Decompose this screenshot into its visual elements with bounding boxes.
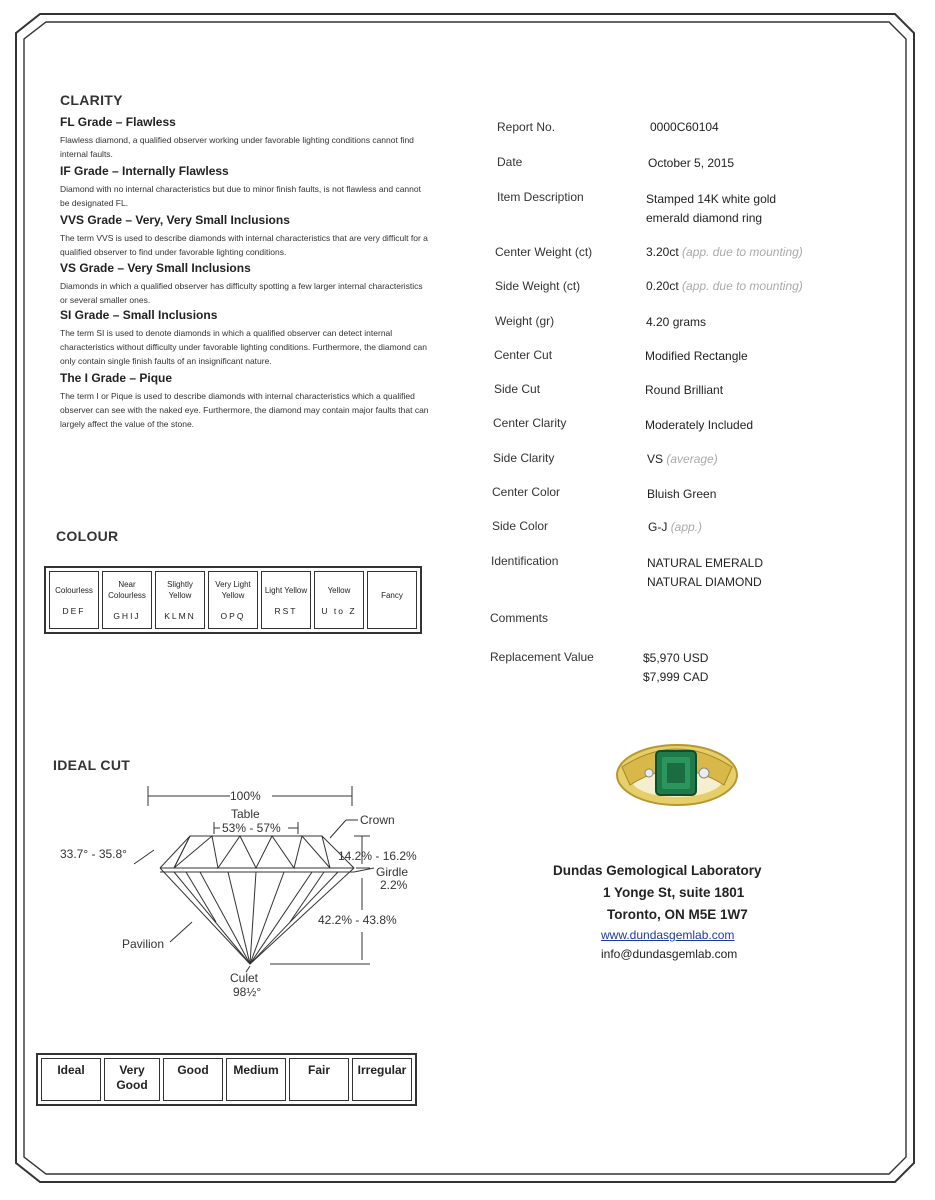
report-value: Round Brilliant xyxy=(645,383,724,397)
lab-info xyxy=(553,860,813,926)
colour-cell: Colourless DEF xyxy=(49,571,99,629)
report-value: G-J (app.) xyxy=(648,520,703,534)
crown-label: Crown xyxy=(360,813,395,827)
colour-cell: Very Light Yellow OPQ xyxy=(208,571,258,629)
clarity-grade-desc: Diamonds in which a qualified observer has difficulty spotting a few larger internal characteristics or several smaller ones. xyxy=(60,281,423,305)
clarity-grade-desc: The term VVS is used to describe diamonds with internal characteristics that are very difficult for a qualified observer to find under favorable lighting conditions. xyxy=(60,233,428,257)
cut-grade-cell: Medium xyxy=(226,1058,286,1101)
cut-grade-cell: Very Good xyxy=(104,1058,160,1101)
lab-address-line2: Toronto, ON M5E 1W7 xyxy=(607,907,748,922)
ideal-cut-diagram xyxy=(40,772,440,1002)
lab-website-link[interactable]: www.dundasgemlab.com xyxy=(601,928,735,942)
report-value: Moderately Included xyxy=(645,418,754,432)
clarity-grade-title: VVS Grade – Very, Very Small Inclusions xyxy=(60,213,290,227)
cut-grade-cell: Good xyxy=(163,1058,223,1101)
culet-label: Culet xyxy=(230,971,259,985)
lab-email: info@dundasgemlab.com xyxy=(601,947,738,961)
pavilion-label: Pavilion xyxy=(122,937,165,951)
report-value: NATURAL EMERALD NATURAL DIAMOND xyxy=(647,556,764,589)
report-value: VS (average) xyxy=(647,452,718,466)
colour-heading: COLOUR xyxy=(56,528,119,544)
cut-grade-cell: Fair xyxy=(289,1058,349,1101)
report-label: Side Cut xyxy=(494,382,541,396)
ideal-cut-heading: IDEAL CUT xyxy=(53,757,131,773)
report-label: Center Clarity xyxy=(493,416,567,430)
clarity-heading: CLARITY xyxy=(60,92,123,108)
table-range-label: 53% - 57% xyxy=(222,821,281,835)
cut-grade-table xyxy=(36,1053,417,1106)
cut-grade-cell: Irregular xyxy=(352,1058,412,1101)
clarity-grade-title: SI Grade – Small Inclusions xyxy=(60,308,218,322)
colour-cell: Yellow U to Z xyxy=(314,571,364,629)
report-label: Side Clarity xyxy=(493,451,555,465)
crown-height-label: 14.2% - 16.2% xyxy=(338,849,417,863)
report-value: Stamped 14K white gold emerald diamond ring xyxy=(646,192,777,225)
clarity-grade-title: The I Grade – Pique xyxy=(60,371,173,385)
report-value: $5,970 USD $7,999 CAD xyxy=(643,651,709,684)
colour-cell: Light Yellow RST xyxy=(261,571,311,629)
clarity-grade-desc: Diamond with no internal characteristics but due to minor finish faults, is not flawless and cannot be designated FL. xyxy=(60,184,421,208)
lab-address-line1: 1 Yonge St, suite 1801 xyxy=(603,885,745,900)
report-value: 4.20 grams xyxy=(646,315,707,329)
width-label: 100% xyxy=(230,789,261,803)
report-label: Report No. xyxy=(497,120,556,134)
culet-pct-label: 98½° xyxy=(233,985,262,999)
report-value: October 5, 2015 xyxy=(648,156,735,170)
report-label: Identification xyxy=(491,554,559,568)
colour-cell: Slightly Yellow KLMN xyxy=(155,571,205,629)
colour-cell: Near Colourless GHIJ xyxy=(102,571,152,629)
report-label: Weight (gr) xyxy=(495,314,555,328)
clarity-grade-title: IF Grade – Internally Flawless xyxy=(60,164,229,178)
lab-name: Dundas Gemological Laboratory xyxy=(553,863,762,878)
clarity-grade-desc: The term SI is used to denote diamonds in which a qualified observer can detect internal characteristics without difficulty under favorable lighting conditions. Furthermore, the diamond can only contain single finish faults of an insignificant nature. xyxy=(60,328,427,366)
colour-scale-table xyxy=(44,566,422,634)
report-value: Modified Rectangle xyxy=(645,349,748,363)
clarity-grade-desc: Flawless diamond, a qualified observer working under favorable lighting conditions cannot find internal faults. xyxy=(60,135,414,159)
girdle-pct-label: 2.2% xyxy=(380,878,408,892)
clarity-grade-title: FL Grade – Flawless xyxy=(60,115,176,129)
report-value: 3.20ct (app. due to mounting) xyxy=(646,245,803,259)
clarity-grade-desc: The term I or Pique is used to describe diamonds with internal characteristics which a qualified observer can see with the naked eye. Furthermore, the diamond may contain major faults that can largely affect the value of the stone. xyxy=(60,391,429,429)
report-label: Center Weight (ct) xyxy=(495,245,593,259)
report-value: 0.20ct (app. due to mounting) xyxy=(646,279,803,293)
table-label: Table xyxy=(231,807,260,821)
crown-angle-label: 33.7° - 35.8° xyxy=(60,847,127,861)
report-label: Center Cut xyxy=(494,348,553,362)
report-label: Replacement Value xyxy=(490,650,594,664)
report-label: Item Description xyxy=(497,190,584,204)
report-label: Comments xyxy=(490,611,549,625)
report-label: Center Color xyxy=(492,485,561,499)
report-value: Bluish Green xyxy=(647,487,717,501)
colour-cell: Fancy xyxy=(367,571,417,629)
clarity-grade-title: VS Grade – Very Small Inclusions xyxy=(60,261,251,275)
girdle-label: Girdle xyxy=(376,865,409,879)
report-label: Side Color xyxy=(492,519,549,533)
ring-photo xyxy=(612,733,742,813)
cut-grade-cell: Ideal xyxy=(41,1058,101,1101)
pavilion-depth-label: 42.2% - 43.8% xyxy=(318,913,397,927)
report-label: Date xyxy=(497,155,523,169)
report-value: 0000C60104 xyxy=(650,120,719,134)
report-label: Side Weight (ct) xyxy=(495,279,581,293)
